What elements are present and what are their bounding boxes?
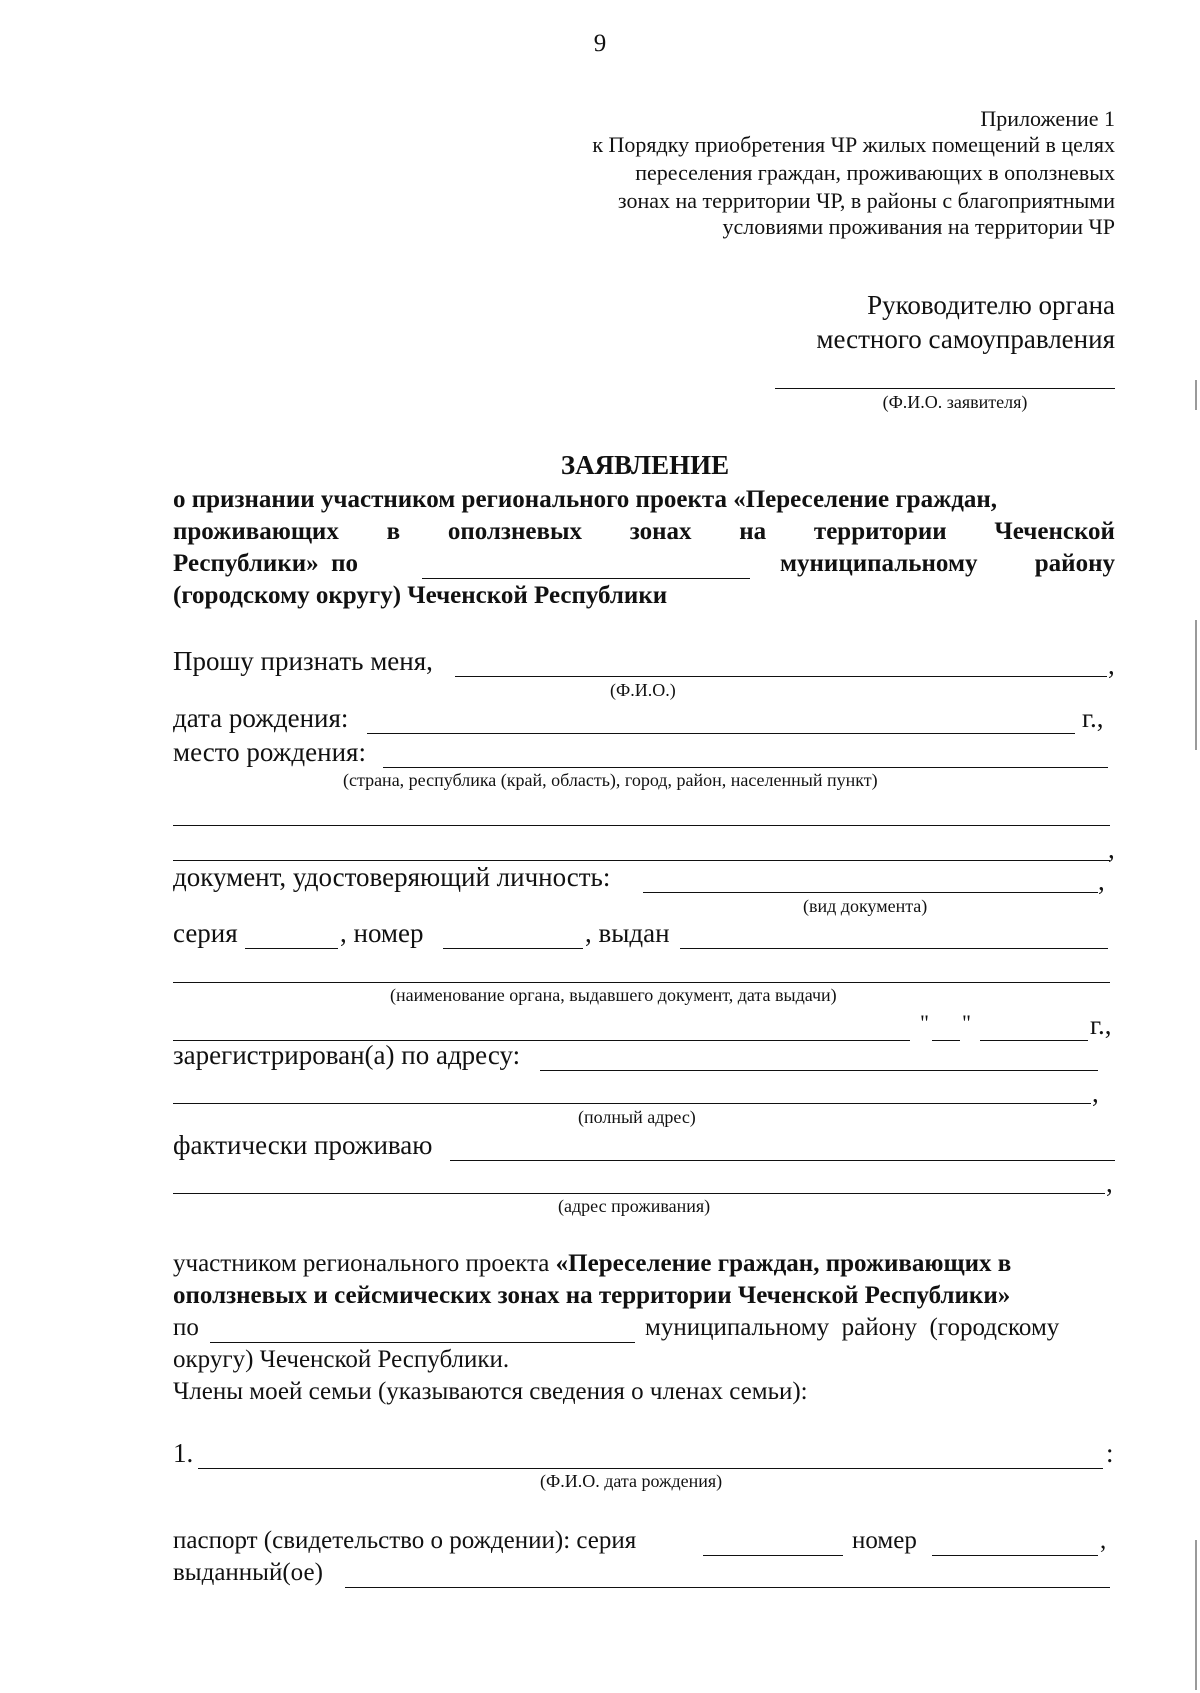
issuer-field-line[interactable]	[173, 982, 1110, 983]
comma: ,	[1108, 834, 1115, 864]
appendix-line: условиями проживания на территории ЧР	[722, 214, 1115, 239]
heading-word: району	[1034, 550, 1115, 577]
participant-district-field-line[interactable]	[210, 1342, 635, 1343]
quote-mark: "	[920, 1010, 929, 1035]
passport-issued-label: выданный(ое)	[173, 1559, 323, 1586]
page-number: 9	[593, 30, 607, 57]
birth-place-caption: (страна, республика (край, область), город, район, населенный пункт)	[343, 770, 878, 790]
birth-date-label: дата рождения:	[173, 703, 349, 733]
passport-number-label: номер	[852, 1527, 917, 1554]
fio-caption: (Ф.И.О.)	[610, 680, 676, 700]
participant-line: оползневых и сейсмических зонах на территории Чеченской Республики»	[173, 1282, 1011, 1309]
comma: ,	[1108, 650, 1115, 680]
appendix-line: переселения граждан, проживающих в оползневых	[635, 160, 1115, 185]
heading-word: зонах	[629, 518, 692, 545]
addressee-line: местного самоуправления	[816, 324, 1115, 354]
applicant-name-line[interactable]	[775, 388, 1115, 389]
heading-word: проживающих	[173, 518, 339, 545]
request-label: Прошу признать меня,	[173, 646, 433, 676]
heading-line: (городскому округу) Чеченской Республики	[173, 582, 668, 609]
series-field-line[interactable]	[245, 948, 338, 949]
participant-line: округу) Чеченской Республики.	[173, 1346, 510, 1373]
passport-number-field-line[interactable]	[932, 1555, 1098, 1556]
id-document-label: документ, удостоверяющий личность:	[173, 862, 611, 892]
actual-residence-field-line[interactable]	[450, 1160, 1115, 1161]
registered-field-line[interactable]	[540, 1070, 1098, 1071]
applicant-caption: (Ф.И.О. заявителя)	[882, 392, 1028, 412]
birth-place-field-line[interactable]	[173, 860, 1110, 861]
actual-residence-label: фактически проживаю	[173, 1130, 433, 1160]
appendix-line: к Порядку приобретения ЧР жилых помещений в целях	[592, 132, 1115, 157]
colon: :	[1106, 1438, 1114, 1468]
comma: ,	[1100, 1527, 1107, 1554]
heading-line: о признании участником регионального проекта «Переселение граждан,	[173, 486, 997, 513]
scan-edge-mid	[1195, 620, 1197, 750]
issue-day-field-line[interactable]	[932, 1040, 960, 1041]
issue-month-field-line[interactable]	[980, 1040, 1088, 1041]
heading-word: территории	[813, 518, 947, 545]
birth-place-field-line[interactable]	[383, 767, 1108, 768]
fio-field-line[interactable]	[455, 676, 1107, 677]
scan-edge-bottom	[1195, 1540, 1197, 1690]
passport-series-field-line[interactable]	[703, 1555, 843, 1556]
birth-date-field-line[interactable]	[367, 733, 1075, 734]
full-address-caption: (полный адрес)	[578, 1107, 696, 1127]
registered-field-line[interactable]	[173, 1103, 1091, 1104]
heading-word: Чеченской	[994, 518, 1115, 545]
heading-word: муниципальному	[780, 550, 978, 577]
addressee-line: Руководителю органа	[867, 290, 1115, 320]
number-field-line[interactable]	[443, 948, 583, 949]
passport-label: паспорт (свидетельство о рождении): серия	[173, 1527, 637, 1554]
heading-justified-line	[173, 518, 1115, 546]
number-label: , номер	[340, 918, 424, 948]
comma: ,	[1092, 1078, 1099, 1108]
family-member-field-line[interactable]	[198, 1468, 1103, 1469]
participant-line: по	[173, 1314, 199, 1341]
actual-residence-field-line[interactable]	[173, 1193, 1105, 1194]
passport-issued-field-line[interactable]	[345, 1587, 1110, 1588]
issuer-caption: (наименование органа, выдавшего документ, дата выдачи)	[390, 985, 837, 1005]
comma: ,	[1106, 1168, 1113, 1198]
series-label: серия	[173, 918, 238, 948]
heading-word: в	[386, 518, 401, 545]
participant-line	[173, 1250, 1011, 1278]
project-name: «Переселение граждан, проживающих в	[555, 1250, 1012, 1277]
heading-line: Республики» по	[173, 550, 359, 577]
participant-prefix: участником регионального проекта	[173, 1250, 556, 1277]
issued-field-line[interactable]	[680, 948, 1108, 949]
appendix-line: зонах на территории ЧР, в районы с благоприятными	[617, 188, 1115, 213]
statement-title: ЗАЯВЛЕНИЕ	[560, 450, 730, 480]
heading-justified-line	[780, 550, 1115, 578]
quote-mark: "	[962, 1010, 971, 1035]
registered-label: зарегистрирован(а) по адресу:	[173, 1040, 521, 1070]
heading-word: оползневых	[447, 518, 582, 545]
appendix-title: Приложение 1	[980, 106, 1115, 131]
living-address-caption: (адрес проживания)	[558, 1196, 711, 1216]
issued-label: , выдан	[585, 918, 670, 948]
id-document-caption: (вид документа)	[803, 896, 928, 916]
comma: ,	[1098, 866, 1105, 896]
family-member-caption: (Ф.И.О. дата рождения)	[540, 1471, 723, 1491]
family-label: Члены моей семьи (указываются сведения о членах семьи):	[173, 1378, 808, 1405]
family-item-number: 1.	[173, 1438, 194, 1468]
birth-place-label: место рождения:	[173, 737, 366, 767]
district-field-line[interactable]	[422, 578, 750, 579]
participant-line: муниципальному району (городскому	[645, 1314, 1060, 1341]
scan-edge-top	[1195, 380, 1197, 410]
year-suffix: г.,	[1082, 703, 1104, 733]
birth-place-field-line[interactable]	[173, 825, 1110, 826]
id-document-field-line[interactable]	[643, 892, 1098, 893]
heading-word: на	[739, 518, 767, 545]
year-suffix: г.,	[1090, 1010, 1112, 1040]
